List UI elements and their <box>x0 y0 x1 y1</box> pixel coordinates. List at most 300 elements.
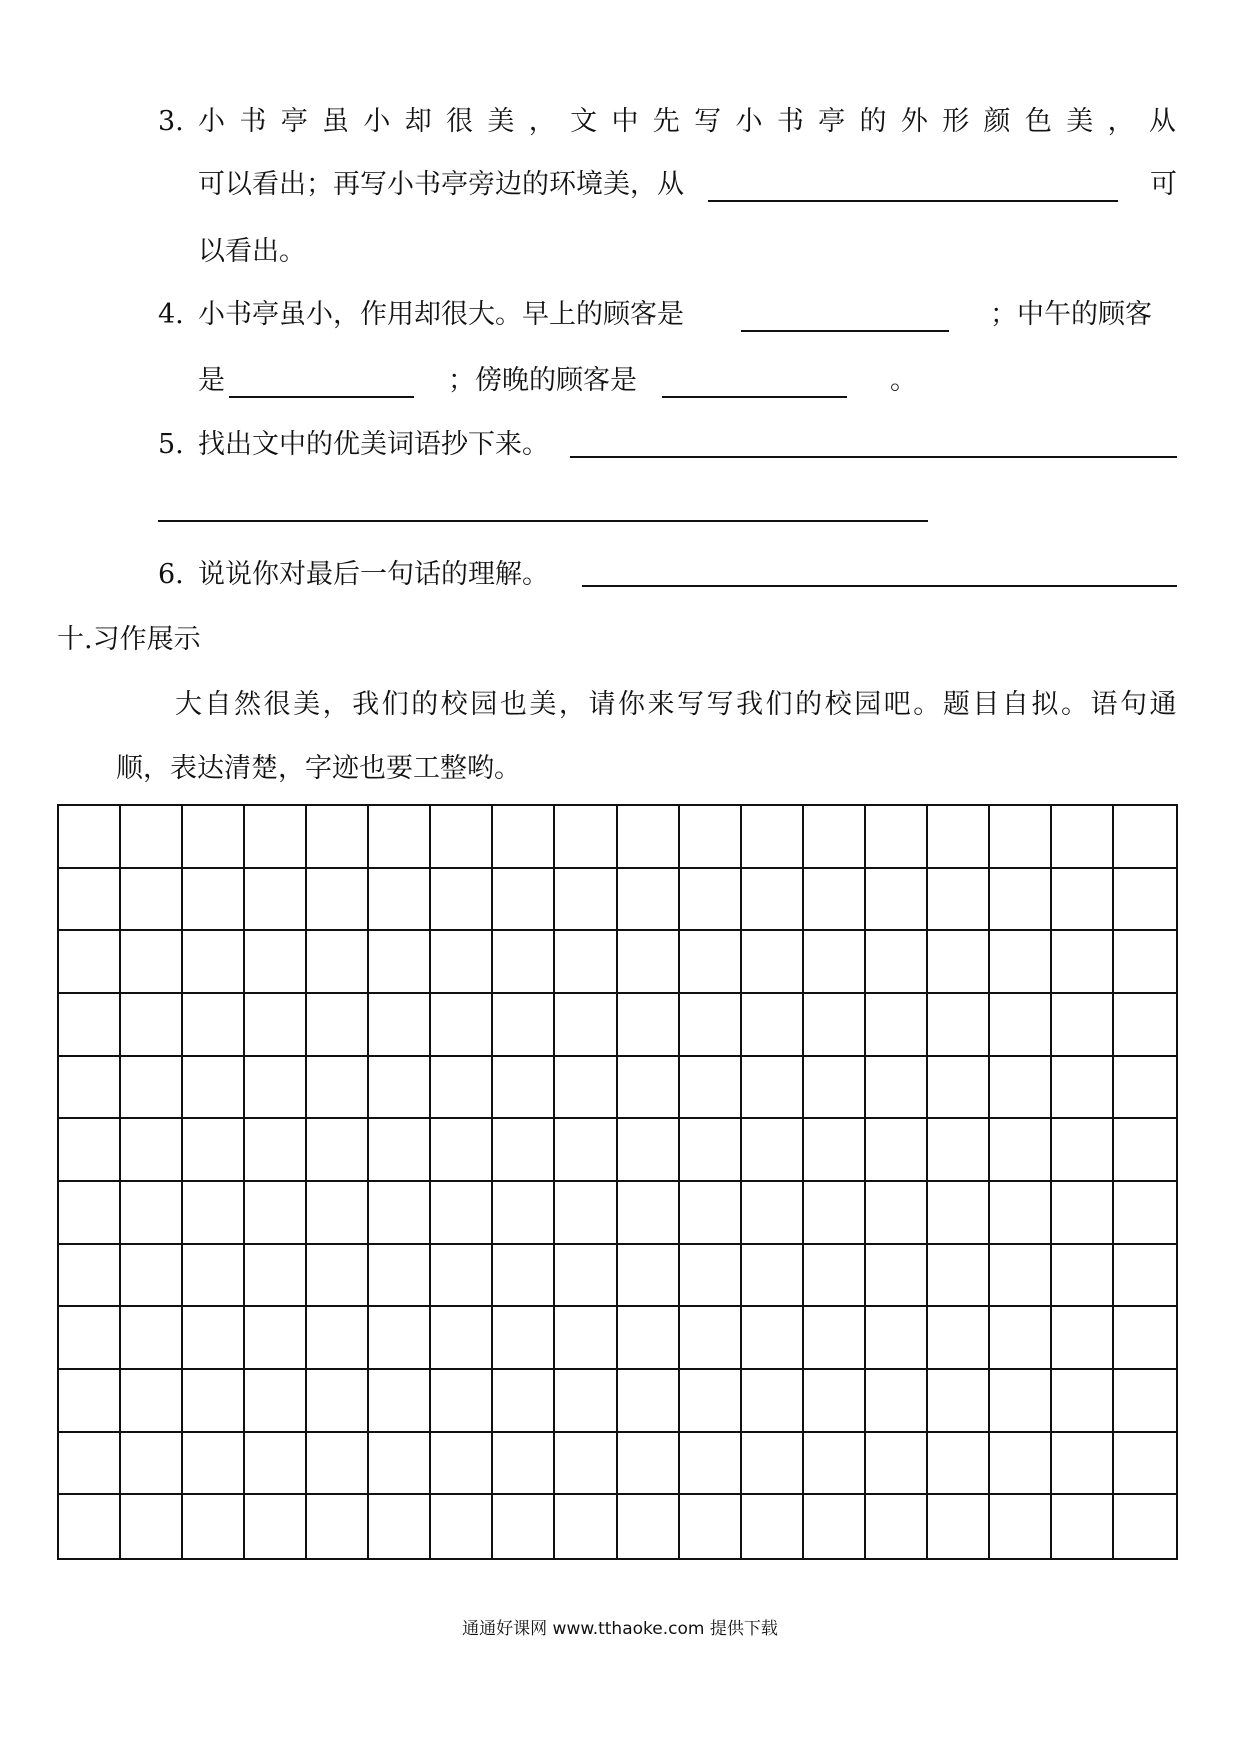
grid-cell[interactable] <box>121 806 183 869</box>
grid-cell[interactable] <box>369 1307 431 1370</box>
grid-cell[interactable] <box>431 1057 493 1120</box>
grid-cell[interactable] <box>742 1495 804 1558</box>
question-3-char: 形 <box>942 106 970 137</box>
grid-cell[interactable] <box>431 931 493 994</box>
grid-cell[interactable] <box>1052 806 1114 869</box>
grid-cell[interactable] <box>742 869 804 932</box>
grid-cell[interactable] <box>245 1182 307 1245</box>
grid-cell[interactable] <box>1114 869 1176 932</box>
grid-cell[interactable] <box>493 1182 555 1245</box>
grid-cell[interactable] <box>804 931 866 994</box>
grid-cell[interactable] <box>183 869 245 932</box>
grid-cell[interactable] <box>493 806 555 869</box>
grid-cell[interactable] <box>928 1182 990 1245</box>
grid-cell[interactable] <box>742 1307 804 1370</box>
question-3-char: 虽 <box>322 106 350 137</box>
grid-cell[interactable] <box>618 1245 680 1308</box>
prompt-char: 校 <box>824 689 852 720</box>
grid-cell[interactable] <box>555 1307 617 1370</box>
section-title: 十.习作展示 <box>57 624 201 655</box>
grid-cell[interactable] <box>1114 1245 1176 1308</box>
grid-cell[interactable] <box>369 1433 431 1496</box>
grid-cell[interactable] <box>990 1245 1052 1308</box>
question-3-char: 外 <box>900 106 928 137</box>
grid-cell[interactable] <box>431 994 493 1057</box>
grid-cell[interactable] <box>1114 1495 1176 1558</box>
grid-cell[interactable] <box>618 806 680 869</box>
prompt-char: 写 <box>706 689 734 720</box>
grid-cell[interactable] <box>866 869 928 932</box>
prompt-char: 。 <box>1060 689 1088 720</box>
question-3-line-1 <box>198 105 1176 139</box>
grid-cell[interactable] <box>742 1119 804 1182</box>
grid-cell[interactable] <box>369 1370 431 1433</box>
grid-cell[interactable] <box>183 1495 245 1558</box>
grid-cell[interactable] <box>742 1433 804 1496</box>
prompt-char: 我 <box>352 689 380 720</box>
grid-cell[interactable] <box>493 1119 555 1182</box>
grid-cell[interactable] <box>369 1119 431 1182</box>
grid-cell[interactable] <box>369 1182 431 1245</box>
grid-cell[interactable] <box>804 1433 866 1496</box>
question-3-char: ， <box>1107 106 1135 137</box>
grid-cell[interactable] <box>493 931 555 994</box>
grid-cell[interactable] <box>680 1182 742 1245</box>
prompt-char: 大 <box>175 689 202 720</box>
question-4-line-2-start: 是 <box>198 365 225 396</box>
question-3-char: 书 <box>776 106 804 137</box>
grid-cell[interactable] <box>928 1119 990 1182</box>
grid-cell[interactable] <box>804 1119 866 1182</box>
grid-cell[interactable] <box>121 1433 183 1496</box>
writing-grid[interactable] <box>57 804 1178 1560</box>
grid-cell[interactable] <box>1052 1182 1114 1245</box>
grid-cell[interactable] <box>307 806 369 869</box>
grid-cell[interactable] <box>804 994 866 1057</box>
grid-cell[interactable] <box>618 1433 680 1496</box>
question-3-char: 美 <box>487 106 515 137</box>
grid-cell[interactable] <box>742 1245 804 1308</box>
question-3-char: 文 <box>570 106 598 137</box>
question-4-line-2-end: 。 <box>890 365 917 396</box>
grid-cell[interactable] <box>307 869 369 932</box>
grid-cell[interactable] <box>183 1119 245 1182</box>
grid-cell[interactable] <box>1114 1119 1176 1182</box>
grid-cell[interactable] <box>804 1182 866 1245</box>
grid-cell[interactable] <box>742 1370 804 1433</box>
question-3-line-2: 可以看出；再写小书亭旁边的环境美，从 <box>198 169 684 200</box>
grid-cell[interactable] <box>493 1495 555 1558</box>
grid-cell[interactable] <box>680 931 742 994</box>
grid-cell[interactable] <box>183 931 245 994</box>
question-6-blank[interactable] <box>582 585 1177 587</box>
grid-cell[interactable] <box>742 931 804 994</box>
grid-cell[interactable] <box>680 1433 742 1496</box>
grid-cell[interactable] <box>618 1057 680 1120</box>
question-4-line-1-mid: ；中午的顾客 <box>990 299 1152 330</box>
grid-cell[interactable] <box>245 994 307 1057</box>
grid-cell[interactable] <box>307 1307 369 1370</box>
grid-cell[interactable] <box>1114 931 1176 994</box>
grid-cell[interactable] <box>928 1495 990 1558</box>
grid-cell[interactable] <box>1052 1119 1114 1182</box>
grid-cell[interactable] <box>618 1495 680 1558</box>
section-prompt-line-1 <box>175 688 1177 722</box>
grid-cell[interactable] <box>990 994 1052 1057</box>
grid-cell[interactable] <box>990 1433 1052 1496</box>
prompt-char: 吧 <box>883 689 911 720</box>
grid-cell[interactable] <box>121 931 183 994</box>
grid-cell[interactable] <box>618 1370 680 1433</box>
grid-cell[interactable] <box>866 931 928 994</box>
grid-cell[interactable] <box>742 1182 804 1245</box>
grid-cell[interactable] <box>928 994 990 1057</box>
prompt-char: ， <box>322 689 350 720</box>
grid-cell[interactable] <box>618 1119 680 1182</box>
grid-cell[interactable] <box>866 1119 928 1182</box>
prompt-char: 的 <box>411 689 439 720</box>
grid-cell[interactable] <box>369 869 431 932</box>
grid-cell[interactable] <box>990 1119 1052 1182</box>
prompt-char: 很 <box>263 689 291 720</box>
grid-cell[interactable] <box>245 806 307 869</box>
grid-cell[interactable] <box>928 806 990 869</box>
grid-cell[interactable] <box>59 994 121 1057</box>
grid-cell[interactable] <box>493 1370 555 1433</box>
question-4-line-1: 小书亭虽小，作用却很大。早上的顾客是 <box>198 299 684 330</box>
question-5-blank-2[interactable] <box>158 520 928 522</box>
grid-cell[interactable] <box>183 1433 245 1496</box>
grid-cell[interactable] <box>431 1433 493 1496</box>
grid-cell[interactable] <box>245 869 307 932</box>
grid-cell[interactable] <box>59 1182 121 1245</box>
grid-cell[interactable] <box>431 1370 493 1433</box>
grid-cell[interactable] <box>369 1245 431 1308</box>
grid-cell[interactable] <box>493 869 555 932</box>
grid-cell[interactable] <box>1052 1495 1114 1558</box>
grid-cell[interactable] <box>804 1057 866 1120</box>
question-4-blank-evening[interactable] <box>662 396 847 398</box>
grid-cell[interactable] <box>245 1495 307 1558</box>
prompt-char: 来 <box>647 689 675 720</box>
grid-cell[interactable] <box>866 1057 928 1120</box>
grid-cell[interactable] <box>493 1433 555 1496</box>
grid-cell[interactable] <box>369 1057 431 1120</box>
prompt-char: 我 <box>736 689 764 720</box>
grid-cell[interactable] <box>804 1495 866 1558</box>
question-3-line-3: 以看出。 <box>198 236 306 267</box>
grid-cell[interactable] <box>928 1307 990 1370</box>
prompt-char: 拟 <box>1031 689 1059 720</box>
grid-cell[interactable] <box>928 1057 990 1120</box>
grid-cell[interactable] <box>369 994 431 1057</box>
question-4-blank-morning[interactable] <box>741 330 949 332</box>
grid-cell[interactable] <box>555 1245 617 1308</box>
grid-cell[interactable] <box>183 1182 245 1245</box>
grid-cell[interactable] <box>59 1433 121 1496</box>
grid-cell[interactable] <box>307 931 369 994</box>
grid-cell[interactable] <box>618 994 680 1057</box>
question-3-char: 小 <box>735 106 763 137</box>
grid-cell[interactable] <box>59 1495 121 1558</box>
prompt-char: 们 <box>765 689 793 720</box>
grid-cell[interactable] <box>431 1182 493 1245</box>
question-3-char: 从 <box>1148 106 1176 137</box>
grid-cell[interactable] <box>866 994 928 1057</box>
grid-cell[interactable] <box>493 1245 555 1308</box>
grid-cell[interactable] <box>183 1057 245 1120</box>
prompt-char: ， <box>558 689 586 720</box>
grid-cell[interactable] <box>307 1495 369 1558</box>
question-4-blank-noon[interactable] <box>229 396 414 398</box>
question-3-number: 3. <box>158 106 184 137</box>
grid-cell[interactable] <box>307 1433 369 1496</box>
grid-cell[interactable] <box>307 1182 369 1245</box>
grid-cell[interactable] <box>1114 1307 1176 1370</box>
grid-cell[interactable] <box>990 1307 1052 1370</box>
grid-cell[interactable] <box>804 1245 866 1308</box>
grid-cell[interactable] <box>431 806 493 869</box>
grid-cell[interactable] <box>245 1057 307 1120</box>
grid-cell[interactable] <box>59 1119 121 1182</box>
prompt-char: 目 <box>972 689 1000 720</box>
grid-cell[interactable] <box>680 1495 742 1558</box>
grid-cell[interactable] <box>121 1370 183 1433</box>
grid-cell[interactable] <box>1114 806 1176 869</box>
question-3-char: 先 <box>652 106 680 137</box>
grid-cell[interactable] <box>804 1370 866 1433</box>
grid-cell[interactable] <box>1114 1433 1176 1496</box>
grid-cell[interactable] <box>866 1182 928 1245</box>
grid-cell[interactable] <box>866 806 928 869</box>
grid-cell[interactable] <box>121 1245 183 1308</box>
grid-cell[interactable] <box>245 1370 307 1433</box>
grid-cell[interactable] <box>59 1057 121 1120</box>
grid-cell[interactable] <box>804 806 866 869</box>
grid-cell[interactable] <box>431 1119 493 1182</box>
grid-cell[interactable] <box>121 1119 183 1182</box>
grid-cell[interactable] <box>245 1433 307 1496</box>
grid-cell[interactable] <box>1114 1370 1176 1433</box>
grid-cell[interactable] <box>307 1119 369 1182</box>
grid-cell[interactable] <box>555 1119 617 1182</box>
grid-cell[interactable] <box>990 1057 1052 1120</box>
grid-cell[interactable] <box>1114 994 1176 1057</box>
grid-cell[interactable] <box>245 931 307 994</box>
prompt-char: 自 <box>204 689 232 720</box>
grid-cell[interactable] <box>369 1495 431 1558</box>
grid-cell[interactable] <box>990 806 1052 869</box>
grid-cell[interactable] <box>866 1307 928 1370</box>
grid-cell[interactable] <box>1052 869 1114 932</box>
grid-cell[interactable] <box>742 994 804 1057</box>
question-5-number: 5. <box>158 429 184 460</box>
grid-cell[interactable] <box>555 1495 617 1558</box>
grid-cell[interactable] <box>680 806 742 869</box>
grid-cell[interactable] <box>183 1307 245 1370</box>
grid-cell[interactable] <box>307 1057 369 1120</box>
grid-cell[interactable] <box>555 1370 617 1433</box>
grid-cell[interactable] <box>618 869 680 932</box>
question-5-blank-1[interactable] <box>570 456 1177 458</box>
grid-cell[interactable] <box>1052 994 1114 1057</box>
grid-cell[interactable] <box>121 869 183 932</box>
grid-cell[interactable] <box>183 806 245 869</box>
grid-cell[interactable] <box>183 994 245 1057</box>
grid-cell[interactable] <box>555 931 617 994</box>
prompt-char: 。 <box>913 689 941 720</box>
grid-cell[interactable] <box>307 1245 369 1308</box>
grid-cell[interactable] <box>1052 1307 1114 1370</box>
grid-cell[interactable] <box>618 931 680 994</box>
grid-cell[interactable] <box>121 1182 183 1245</box>
grid-cell[interactable] <box>59 1307 121 1370</box>
grid-cell[interactable] <box>121 1307 183 1370</box>
grid-cell[interactable] <box>742 1057 804 1120</box>
grid-cell[interactable] <box>59 1245 121 1308</box>
prompt-char: 园 <box>854 689 882 720</box>
grid-cell[interactable] <box>245 1245 307 1308</box>
grid-cell[interactable] <box>990 1370 1052 1433</box>
grid-cell[interactable] <box>493 994 555 1057</box>
grid-cell[interactable] <box>183 1245 245 1308</box>
prompt-char: 自 <box>1001 689 1029 720</box>
grid-cell[interactable] <box>1052 1245 1114 1308</box>
grid-cell[interactable] <box>431 1245 493 1308</box>
grid-cell[interactable] <box>555 1433 617 1496</box>
grid-cell[interactable] <box>928 1370 990 1433</box>
grid-cell[interactable] <box>183 1370 245 1433</box>
grid-cell[interactable] <box>245 1307 307 1370</box>
grid-cell[interactable] <box>680 869 742 932</box>
question-3-char: 书 <box>239 106 267 137</box>
question-3-char: 写 <box>694 106 722 137</box>
grid-cell[interactable] <box>121 1057 183 1120</box>
grid-cell[interactable] <box>431 1307 493 1370</box>
question-3-char: 色 <box>1024 106 1052 137</box>
grid-cell[interactable] <box>121 1495 183 1558</box>
prompt-char: 语 <box>1090 689 1118 720</box>
grid-cell[interactable] <box>866 1495 928 1558</box>
grid-cell[interactable] <box>493 1307 555 1370</box>
grid-cell[interactable] <box>1052 1057 1114 1120</box>
grid-cell[interactable] <box>866 1433 928 1496</box>
question-3-char: 小 <box>363 106 391 137</box>
grid-cell[interactable] <box>307 1370 369 1433</box>
prompt-char: 校 <box>440 689 468 720</box>
prompt-char: 通 <box>1149 689 1177 720</box>
grid-cell[interactable] <box>804 869 866 932</box>
question-5-text: 找出文中的优美词语抄下来。 <box>198 429 549 460</box>
prompt-char: 写 <box>677 689 705 720</box>
question-3-blank[interactable] <box>708 200 1118 202</box>
grid-cell[interactable] <box>555 869 617 932</box>
grid-cell[interactable] <box>680 1245 742 1308</box>
grid-cell[interactable] <box>555 806 617 869</box>
question-3-char: 却 <box>404 106 432 137</box>
question-6-number: 6. <box>158 559 184 590</box>
question-3-char: ， <box>528 106 556 137</box>
prompt-char: 请 <box>588 689 616 720</box>
prompt-char: 园 <box>470 689 498 720</box>
question-3-char: 颜 <box>983 106 1011 137</box>
section-prompt-line-2: 顺，表达清楚，字迹也要工整哟。 <box>116 753 521 784</box>
question-3-char: 中 <box>611 106 639 137</box>
question-4-line-2-mid: ；傍晚的顾客是 <box>448 365 637 396</box>
question-3-char: 的 <box>859 106 887 137</box>
grid-cell[interactable] <box>928 931 990 994</box>
grid-cell[interactable] <box>1052 1433 1114 1496</box>
grid-cell[interactable] <box>928 1433 990 1496</box>
footer-credit: 通通好课网 www.tthaoke.com 提供下载 <box>462 1619 778 1639</box>
prompt-char: 美 <box>529 689 557 720</box>
grid-cell[interactable] <box>928 1245 990 1308</box>
grid-cell[interactable] <box>1052 1370 1114 1433</box>
grid-cell[interactable] <box>369 931 431 994</box>
grid-cell[interactable] <box>121 994 183 1057</box>
grid-cell[interactable] <box>618 1307 680 1370</box>
question-3-char: 亭 <box>818 106 846 137</box>
grid-cell[interactable] <box>1052 931 1114 994</box>
grid-cell[interactable] <box>680 1057 742 1120</box>
grid-cell[interactable] <box>431 869 493 932</box>
prompt-char: 你 <box>617 689 645 720</box>
grid-cell[interactable] <box>369 806 431 869</box>
prompt-char: 句 <box>1120 689 1147 720</box>
grid-cell[interactable] <box>618 1182 680 1245</box>
question-3-char: 很 <box>446 106 474 137</box>
prompt-char: 然 <box>234 689 262 720</box>
prompt-char: 也 <box>499 689 527 720</box>
prompt-char: 们 <box>381 689 409 720</box>
grid-cell[interactable] <box>59 806 121 869</box>
question-3-char: 小 <box>198 106 225 137</box>
question-6-text: 说说你对最后一句话的理解。 <box>198 559 549 590</box>
grid-cell[interactable] <box>59 869 121 932</box>
grid-cell[interactable] <box>245 1119 307 1182</box>
grid-cell[interactable] <box>680 994 742 1057</box>
grid-cell[interactable] <box>307 994 369 1057</box>
grid-cell[interactable] <box>493 1057 555 1120</box>
grid-cell[interactable] <box>555 994 617 1057</box>
grid-cell[interactable] <box>59 931 121 994</box>
prompt-char: 美 <box>293 689 321 720</box>
grid-cell[interactable] <box>990 1182 1052 1245</box>
grid-cell[interactable] <box>990 1495 1052 1558</box>
grid-cell[interactable] <box>990 869 1052 932</box>
grid-cell[interactable] <box>990 931 1052 994</box>
prompt-char: 题 <box>942 689 970 720</box>
grid-cell[interactable] <box>1114 1057 1176 1120</box>
grid-cell[interactable] <box>928 869 990 932</box>
grid-cell[interactable] <box>866 1245 928 1308</box>
question-3-char: 亭 <box>280 106 308 137</box>
question-3-line-2-end: 可 <box>1150 169 1177 200</box>
grid-cell[interactable] <box>555 1182 617 1245</box>
grid-cell[interactable] <box>804 1307 866 1370</box>
question-4-number: 4. <box>158 299 184 330</box>
question-3-char: 美 <box>1066 106 1094 137</box>
grid-cell[interactable] <box>1114 1182 1176 1245</box>
grid-cell[interactable] <box>742 806 804 869</box>
grid-cell[interactable] <box>680 1307 742 1370</box>
grid-cell[interactable] <box>431 1495 493 1558</box>
grid-cell[interactable] <box>555 1057 617 1120</box>
grid-cell[interactable] <box>59 1370 121 1433</box>
grid-cell[interactable] <box>680 1370 742 1433</box>
grid-cell[interactable] <box>680 1119 742 1182</box>
grid-cell[interactable] <box>866 1370 928 1433</box>
